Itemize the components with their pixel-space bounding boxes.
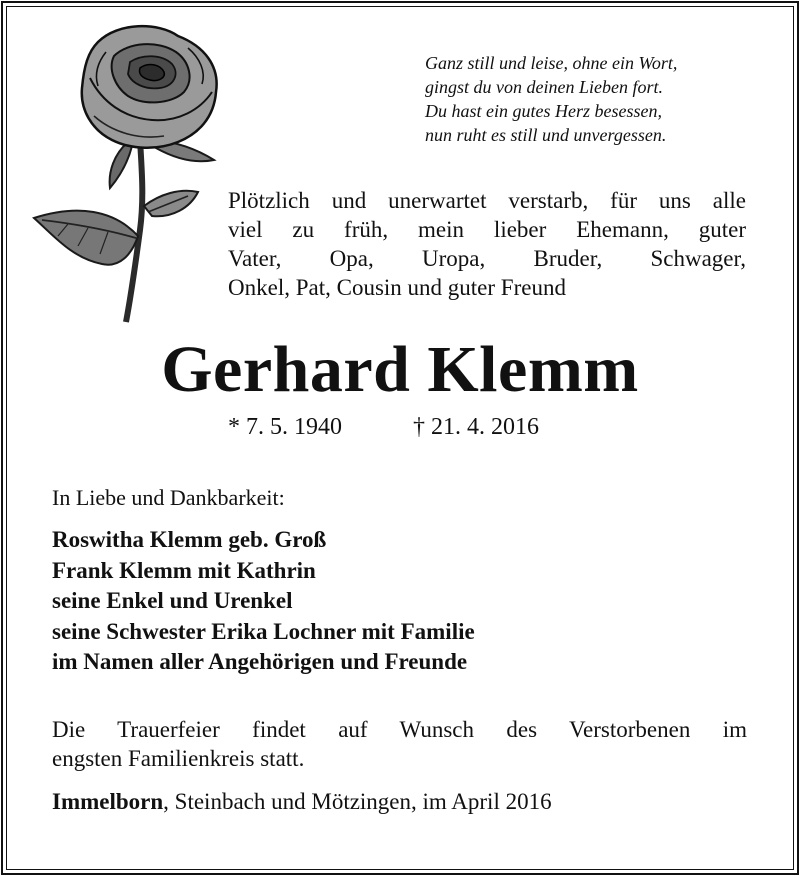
poem-line: Du hast ein gutes Herz besessen, bbox=[425, 101, 662, 121]
intro-line: Plötzlich und unerwartet verstarb, für uns alle bbox=[228, 188, 746, 213]
intro-line: viel zu früh, mein lieber Ehemann, guter bbox=[228, 217, 746, 242]
poem bbox=[425, 51, 677, 147]
intro-line: Onkel, Pat, Cousin und guter Freund bbox=[228, 275, 566, 300]
mourner-name: seine Schwester Erika Lochner mit Familie bbox=[52, 618, 475, 644]
rose-icon bbox=[28, 22, 226, 324]
funeral-line: Die Trauerfeier findet auf Wunsch des Verstorbenen im bbox=[52, 717, 747, 742]
deceased-name: Gerhard Klemm bbox=[161, 333, 639, 406]
poem-line: nun ruht es still und unvergessen. bbox=[425, 125, 667, 145]
mourner-name: im Namen aller Angehörigen und Freunde bbox=[52, 649, 468, 674]
mourner-name: Roswitha Klemm geb. Groß bbox=[52, 527, 327, 552]
mourner-name: seine Enkel und Urenkel bbox=[52, 588, 293, 613]
intro-line: Vater, Opa, Uropa, Bruder, Schwager, bbox=[228, 246, 746, 271]
mourners-heading: In Liebe und Dankbarkeit: bbox=[52, 485, 285, 510]
mourners-list bbox=[52, 525, 475, 678]
poem-line: Ganz still und leise, ohne ein Wort, bbox=[425, 53, 678, 73]
death-date: † 21. 4. 2016 bbox=[413, 414, 539, 440]
place-and-date bbox=[52, 787, 552, 817]
intro-text bbox=[228, 186, 746, 302]
place-rest: , Steinbach und Mötzingen, im April 2016 bbox=[163, 789, 552, 814]
funeral-line: engsten Familienkreis statt. bbox=[52, 746, 305, 771]
mourner-name: Frank Klemm mit Kathrin bbox=[52, 557, 316, 583]
poem-line: gingst du von deinen Lieben fort. bbox=[425, 77, 663, 97]
birth-date: * 7. 5. 1940 bbox=[228, 414, 342, 440]
funeral-notice bbox=[52, 715, 747, 773]
place-name: Immelborn bbox=[52, 789, 164, 814]
